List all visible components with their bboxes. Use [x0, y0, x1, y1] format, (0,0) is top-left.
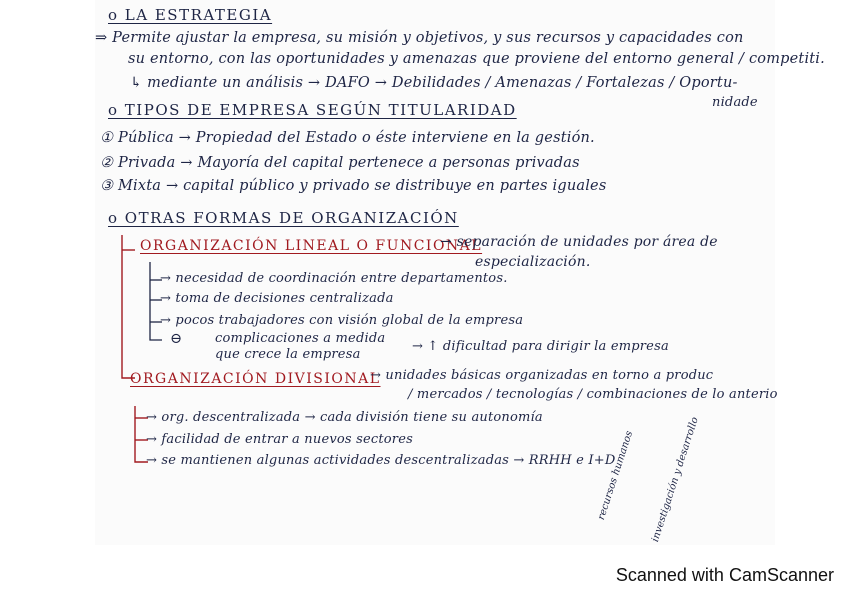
heading-tipos-empresa: o TIPOS DE EMPRESA SEGÚN TITULARIDAD: [108, 101, 517, 119]
list-item: → se mantienen algunas actividades descentralizadas → RRHH e I+D: [146, 453, 616, 468]
heading-otras-formas: o OTRAS FORMAS DE ORGANIZACIÓN: [108, 209, 459, 227]
text-line: / mercados / tecnologías / combinaciones de lo anterio: [408, 387, 778, 402]
text-line: su entorno, con las oportunidades y amenazas que proviene del entorno general / competiti.: [128, 51, 825, 67]
text-line: → separación de unidades por área de: [440, 234, 718, 250]
text-line: complicaciones a medida: [215, 331, 386, 346]
list-item: ③ Mixta → capital público y privado se distribuye en partes iguales: [100, 178, 607, 194]
list-item: ② Privada → Mayoría del capital pertenece a personas privadas: [100, 155, 580, 171]
list-item: → toma de decisiones centralizada: [160, 291, 394, 306]
list-item: → necesidad de coordinación entre departamentos.: [160, 271, 508, 286]
text-line: especialización.: [475, 254, 591, 270]
text-line: que crece la empresa: [215, 347, 361, 362]
text-line: → unidades básicas organizadas en torno a produc: [370, 368, 714, 383]
text-line: nidade: [712, 95, 758, 110]
text-line: ⇒ Permite ajustar la empresa, su misión y objetivos, y sus recursos y capacidades con: [95, 30, 744, 46]
minus-icon: ⊖: [170, 331, 183, 347]
list-item: → pocos trabajadores con visión global de la empresa: [160, 313, 524, 328]
org-divisional-title: ORGANIZACIÓN DIVISIONAL: [130, 371, 381, 387]
annotation-rrhh: recursos humanos: [596, 429, 636, 522]
heading-estrategia: o LA ESTRATEGIA: [108, 6, 273, 24]
org-lineal-title: ORGANIZACIÓN LINEAL O FUNCIONAL: [140, 238, 483, 254]
list-item: ① Pública → Propiedad del Estado o éste interviene en la gestión.: [100, 130, 595, 146]
scanner-watermark: Scanned with CamScanner: [615, 565, 834, 585]
list-item: → facilidad de entrar a nuevos sectores: [146, 432, 413, 447]
text-line: ↳ mediante un análisis → DAFO → Debilidades / Amenazas / Fortalezas / Oportu-: [130, 75, 738, 91]
list-item: → org. descentralizada → cada división tiene su autonomía: [146, 410, 543, 425]
annotation-id: investigación y desarrollo: [650, 415, 701, 544]
text-line: → ↑ dificultad para dirigir la empresa: [412, 339, 669, 354]
